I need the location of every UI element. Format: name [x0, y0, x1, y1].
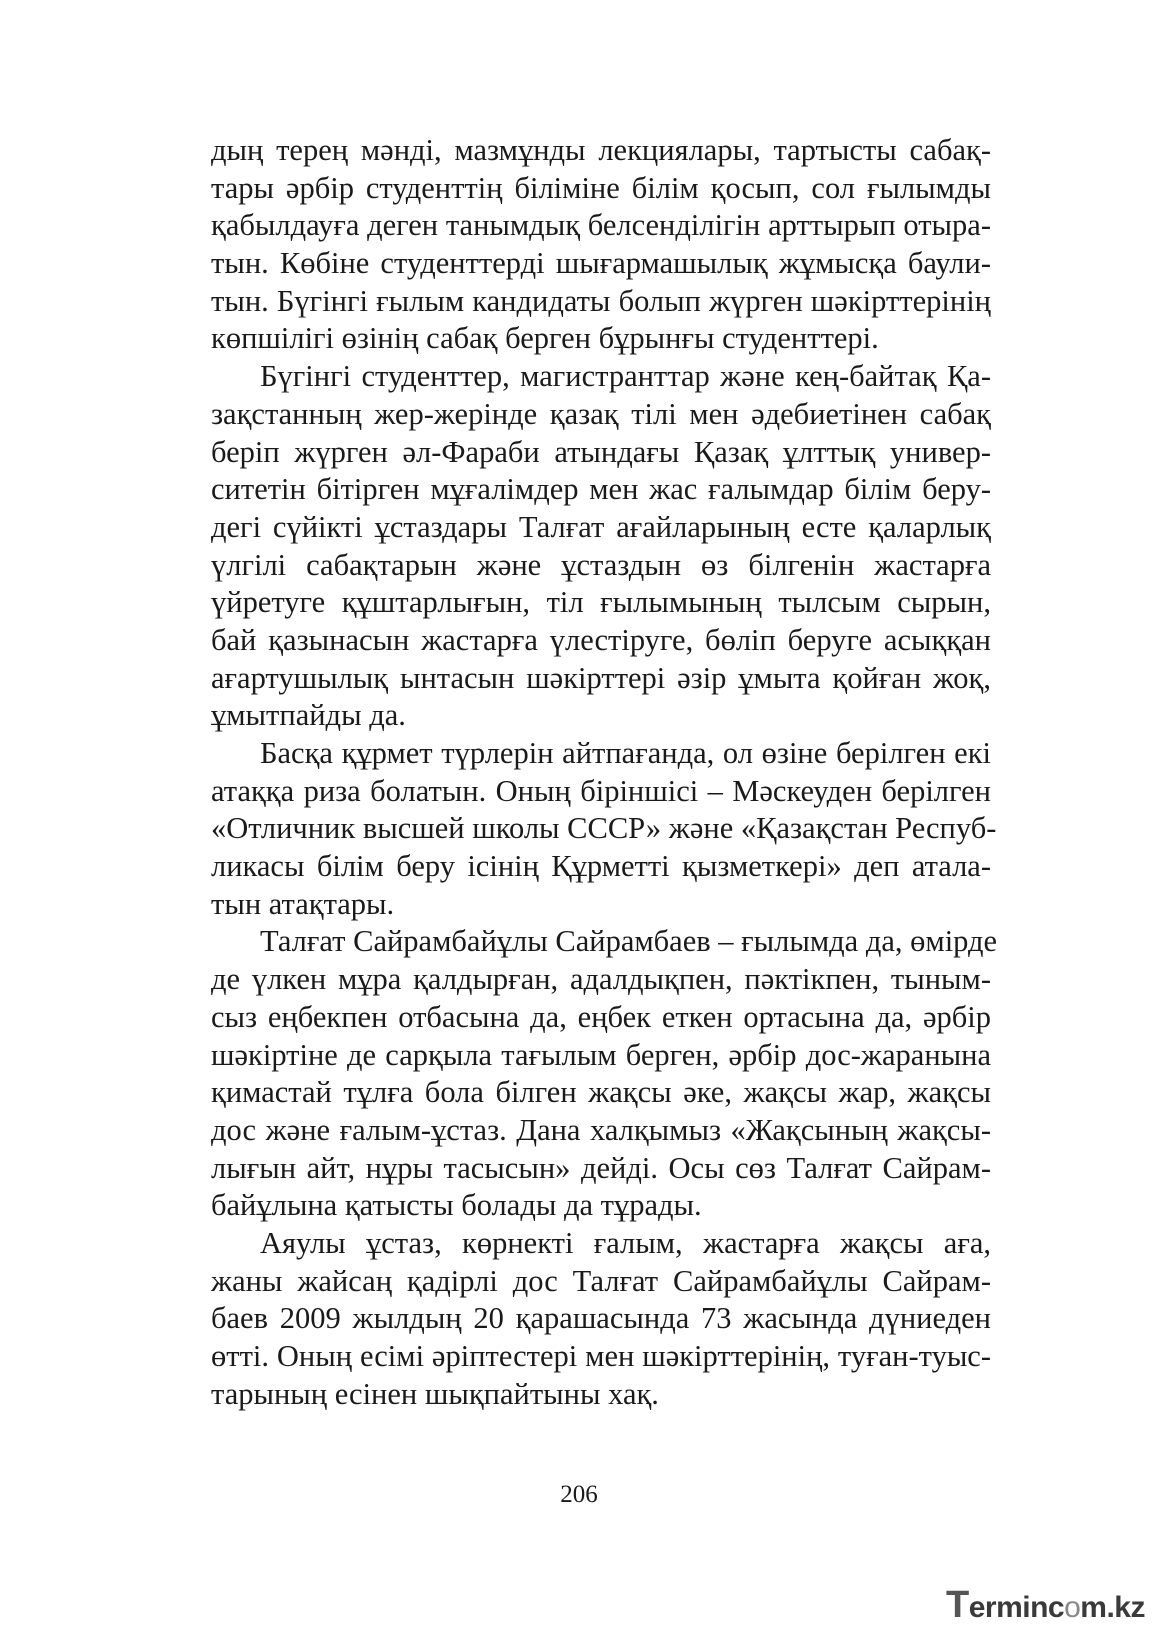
text-line: көпшілігі өзінің сабақ берген бұрынғы студенттері.	[211, 321, 879, 356]
text-line: бай қазынасын жастарға үлестіруге, бөліп беруге асыққан	[211, 622, 991, 657]
text-line: дос және ғалым-ұстаз. Дана халқымыз «Жақсының жақсы-	[211, 1112, 991, 1147]
text-line: тары әрбір студенттің біліміне білім қосып, сол ғылымды	[211, 170, 991, 205]
paragraph	[211, 735, 997, 923]
text-line: баев 2009 жылдың 20 қарашасында 73 жасында дүниеден	[211, 1301, 991, 1336]
text-line: өтті. Оның есімі әріптестері мен шәкірттерінің, туған-туыс-	[211, 1339, 991, 1373]
page-number: 206	[560, 1481, 598, 1508]
text-line: жаны жайсаң қадірлі дос Талғат Сайрамбайұлы Сайрам-	[211, 1263, 991, 1298]
text-line: тын. Бүгінгі ғылым кандидаты болып жүрген шәкірттерінің	[211, 283, 991, 318]
text-line: атаққа риза болатын. Оның біріншісі – Мәскеуден берілген	[211, 773, 991, 808]
text-line: тарының есінен шықпайтыны хақ.	[211, 1376, 659, 1411]
text-line: дың терең мәнді, мазмұнды лекциялары, тартысты сабақ-	[211, 133, 991, 167]
watermark-text-a: erminc	[968, 1591, 1065, 1624]
watermark-magnifier-icon: o	[1064, 1591, 1081, 1624]
text-line: сыз еңбекпен отбасына да, еңбек еткен ортасына да, әрбір	[211, 999, 991, 1034]
watermark-text-b: m.kz	[1080, 1591, 1145, 1624]
text-line: беріп жүрген әл-Фараби атындағы Қазақ ұлттық универ-	[211, 434, 991, 469]
text-line: Талғат Сайрамбайұлы Сайрамбаев – ғылымда да, өмірде	[260, 924, 998, 959]
text-line: дегі сүйікті ұстаздары Талғат ағайларының есте қаларлық	[211, 509, 991, 544]
text-line: үйретуге құштарлығын, тіл ғылымының тылсым сырын,	[211, 585, 991, 620]
watermark-letter-t: T	[946, 1584, 969, 1626]
text-line: Бүгінгі студенттер, магистранттар және кең-байтақ Қа-	[260, 359, 991, 394]
text-line: ликасы білім беру ісінің Құрметті қызметкері» деп атала-	[211, 849, 991, 884]
text-line: ситетін бітірген мұғалімдер мен жас ғалымдар білім беру-	[211, 472, 991, 507]
text-line: шәкіртіне де сарқыла тағылым берген, әрбір дос-жаранына	[211, 1037, 991, 1072]
text-line: үлгілі сабақтарын және ұстаздын өз білгенін жастарға	[211, 547, 991, 582]
text-line: Аяулы ұстаз, көрнекті ғалым, жастарға жақсы аға,	[260, 1225, 991, 1260]
text-line: ағартушылық ынтасын шәкірттері әзір ұмыта қойған жоқ,	[211, 660, 991, 695]
text-line: зақстанның жер-жерінде қазақ тілі мен әдебиетінен сабақ	[211, 396, 991, 431]
text-line: «Отличник высшей школы СССР» және «Қазақстан Респуб-	[211, 811, 997, 846]
paragraph	[211, 923, 998, 1225]
paragraph	[211, 358, 991, 735]
text-line: де үлкен мұра қалдырған, адалдықпен, пәктікпен, тыным-	[211, 962, 991, 997]
text-line: байұлына қатысты болады да тұрады.	[211, 1188, 702, 1223]
text-line: қабылдауға деген танымдық белсенділігін арттырып отыра-	[211, 208, 991, 243]
text-line: Басқа құрмет түрлерін айтпағанда, ол өзіне берілген екі	[260, 736, 991, 770]
text-line: лығын айт, нұры тасысын» дейді. Осы сөз Талғат Сайрам-	[211, 1150, 991, 1185]
text-line: ұмытпайды да.	[211, 698, 406, 733]
text-line: қимастай тұлға бола білген жақсы әке, жақсы жар, жақсы	[211, 1075, 991, 1110]
body-text	[211, 132, 998, 1413]
paragraph	[211, 132, 991, 358]
termincom-watermark-logo	[946, 1584, 1145, 1626]
text-line: тын атақтары.	[211, 886, 395, 921]
paragraph	[211, 1225, 991, 1413]
text-line: тын. Көбіне студенттерді шығармашылық жұмысқа баули-	[211, 246, 991, 281]
